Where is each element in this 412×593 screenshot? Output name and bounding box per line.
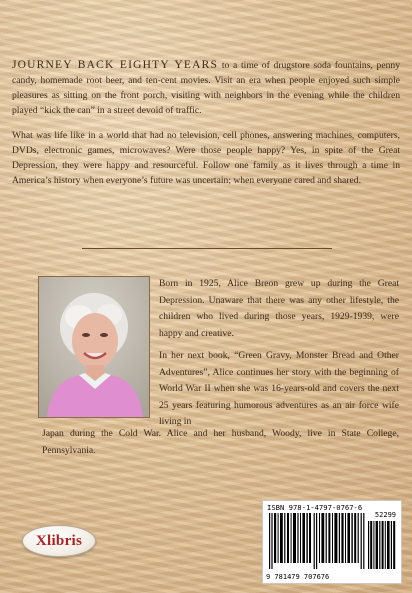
bio-paragraph-2-continued: Japan during the Cold War. Alice and her husband, Woody, live in State College, Pennsylvania. [42,428,399,456]
barcode-bars-icon [269,513,365,569]
bio-paragraph-2: In her next book, “Green Gravy, Monster Bread and Other Adventures”, Alice continues her story with the beginning of World War II when she was 16-years-old and covers the next 25 years featuring humorous adventures as an air force wife living in [159,350,399,427]
intro-paragraph-2: What was life like in a world that had no television, cell phones, answering machines, computers, DVDs, electronic games, microwaves? Were those people happy? Yes, in spite of the Great Depression, they were happy and resourceful. Follow one family as it lives through a time in America’s history when everyone’s future was uncertain; when everyone cared and shared. [12,130,400,186]
author-portrait-icon [39,277,149,417]
bio-paragraph-1: Born in 1925, Alice Breon grew up during the Great Depression. Unaware that there was any other lifestyle, the children who lived during those years, 1929-1939, were happy and creative. [159,278,399,339]
intro-lead: JOURNEY BACK EIGHTY YEARS [12,59,219,71]
barcode-addon-number: 52299 [374,511,396,519]
xlibris-logo [22,525,96,557]
barcode-addon-bars-icon [368,521,396,569]
barcode-ean-digits: 9 781479 707676 [266,573,330,581]
isbn-barcode [262,500,402,584]
intro-paragraph-1-text: to a time of drugstore soda fountains, penny candy, homemade root beer, and ten-cent movies. Visit an era when people enjoyed such simple pleasures as sitting on the front porch, visiting with neighbors in the evening while the children played “kick the can” in a street devoid of traffic. [12,60,400,116]
author-photo [38,276,150,418]
author-bio [159,276,399,437]
isbn-label: ISBN 978-1-4797-0767-6 [267,503,363,512]
intro-section [12,58,400,198]
intro-paragraph-1 [12,58,400,118]
xlibris-logo-text: Xlibris [35,532,83,549]
section-divider [82,248,332,249]
